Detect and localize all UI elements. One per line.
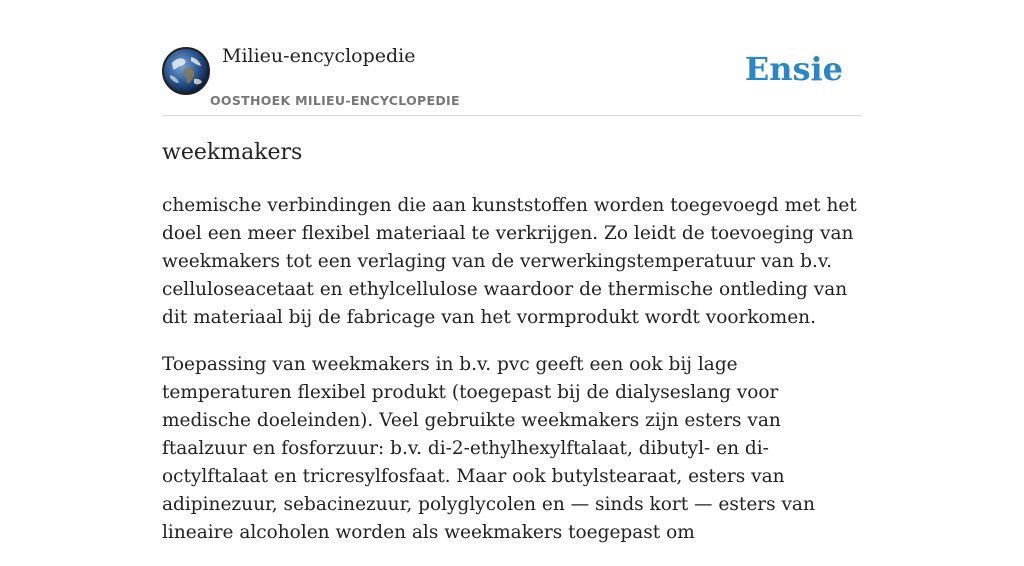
brand-logo[interactable]: Ensie	[744, 50, 843, 88]
site-subtitle: OOSTHOEK MILIEU-ENCYCLOPEDIE	[210, 93, 460, 108]
earth-globe-icon[interactable]	[162, 47, 210, 95]
article-paragraph: Toepassing van weekmakers in b.v. pvc geeft een ook bij lage temperaturen flexibel produkt (toegepast bij de dialyseslang voor medische doeleinden). Veel gebruikte weekmakers zijn esters van ftaalzuur en fosforzuur: b.v. di-2-ethylhexylftalaat, dibutyl- en di-octylftalaat en tricresylfosfaat. Maar ook butylstearaat, esters van adipinezuur, sebacinezuur, polyglycolen en — sinds kort — esters van lineaire alcoholen worden als weekmakers toegepast om	[162, 354, 815, 543]
site-title[interactable]: Milieu-encyclopedie	[222, 45, 416, 67]
article-body	[162, 192, 866, 566]
page-title: weekmakers	[162, 140, 303, 165]
site-header	[162, 0, 862, 116]
article-paragraph: chemische verbindingen die aan kunststoffen worden toegevoegd met het doel een meer flexibel materiaal te verkrijgen. Zo leidt de toevoeging van weekmakers tot een verlaging van de verwerkingstemperatuur van b.v. celluloseacetaat en ethylcellulose waardoor de thermische ontleding van dit materiaal bij de fabricage van het vormprodukt wordt voorkomen.	[162, 195, 857, 328]
